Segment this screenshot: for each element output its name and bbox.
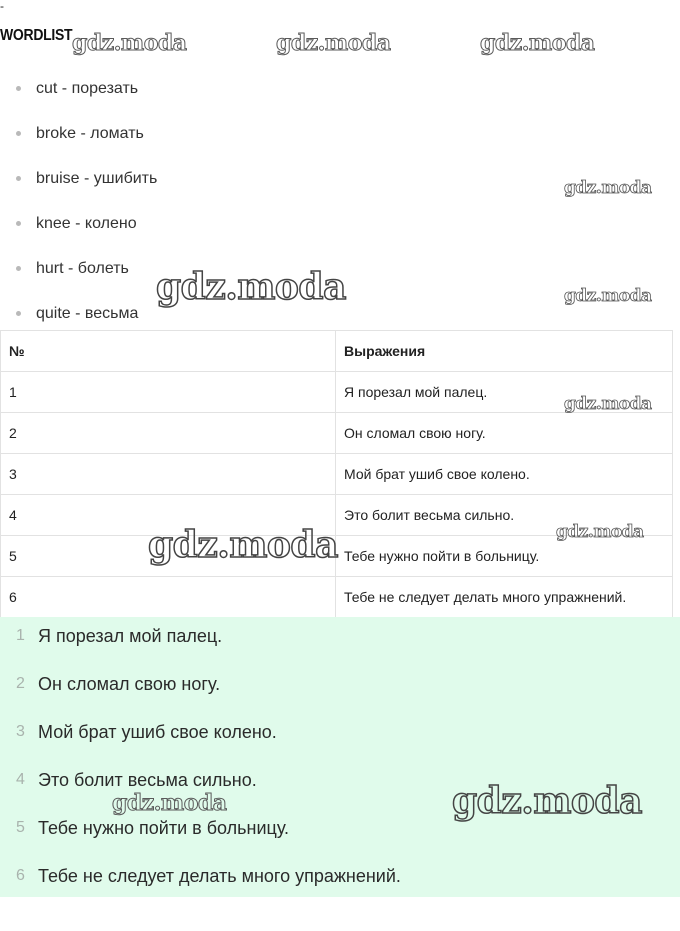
column-header-number: № bbox=[1, 331, 336, 372]
bullet-icon bbox=[16, 86, 21, 91]
wordlist-item-text: broke - ломать bbox=[36, 125, 144, 142]
watermark: gdz.moda bbox=[564, 286, 652, 306]
wordlist-item bbox=[0, 111, 680, 156]
answer-text: Тебе нужно пойти в больницу. bbox=[38, 818, 290, 838]
row-expression-cell: Тебе нужно пойти в больницу. bbox=[336, 536, 673, 577]
table-row bbox=[1, 454, 673, 495]
answer-text: Я порезал мой палец. bbox=[38, 626, 223, 646]
watermark: gdz.moda bbox=[72, 30, 187, 56]
table-row bbox=[1, 495, 673, 536]
table-row bbox=[1, 536, 673, 577]
watermark: gdz.moda bbox=[564, 394, 652, 414]
answer-number: 4 bbox=[16, 771, 25, 788]
expressions-table bbox=[0, 330, 673, 618]
bullet-icon bbox=[16, 311, 21, 316]
answer-number: 6 bbox=[16, 867, 25, 884]
watermark: gdz.moda bbox=[148, 524, 338, 566]
wordlist bbox=[0, 66, 680, 336]
wordlist-item-text: bruise - ушибить bbox=[36, 170, 158, 187]
row-number-cell: 1 bbox=[1, 372, 336, 413]
answer-item bbox=[0, 665, 680, 713]
answer-number: 3 bbox=[16, 723, 25, 740]
bullet-icon bbox=[16, 176, 21, 181]
wordlist-heading: WORDLIST bbox=[0, 25, 73, 44]
wordlist-item-text: hurt - болеть bbox=[36, 260, 129, 277]
row-number-cell: 3 bbox=[1, 454, 336, 495]
answer-text: Он сломал свою ногу. bbox=[38, 674, 221, 694]
answer-text: Это болит весьма сильно. bbox=[38, 770, 257, 790]
watermark: gdz.moda bbox=[276, 30, 391, 56]
answer-number: 5 bbox=[16, 819, 25, 836]
table-row bbox=[1, 372, 673, 413]
row-number-cell: 6 bbox=[1, 577, 336, 618]
answer-list bbox=[0, 617, 680, 905]
heading-mark: - bbox=[0, 0, 4, 13]
table-row bbox=[1, 413, 673, 454]
wordlist-item bbox=[0, 246, 680, 291]
watermark: gdz.moda bbox=[564, 178, 652, 198]
wordlist-item-text: quite - весьма bbox=[36, 305, 139, 322]
answer-item bbox=[0, 617, 680, 665]
watermark: gdz.moda bbox=[556, 522, 644, 542]
answer-number: 1 bbox=[16, 627, 25, 644]
table-row bbox=[1, 577, 673, 618]
wordlist-item-text: cut - порезать bbox=[36, 80, 139, 97]
watermark: gdz.moda bbox=[156, 266, 346, 308]
bullet-icon bbox=[16, 221, 21, 226]
row-number-cell: 5 bbox=[1, 536, 336, 577]
answer-text: Тебе не следует делать много упражнений. bbox=[38, 866, 401, 886]
table-header-row bbox=[1, 331, 673, 372]
row-expression-cell: Это болит весьма сильно. bbox=[336, 495, 673, 536]
answer-number: 2 bbox=[16, 675, 25, 692]
row-expression-cell: Я порезал мой палец. bbox=[336, 372, 673, 413]
watermark: gdz.moda bbox=[480, 30, 595, 56]
bullet-icon bbox=[16, 266, 21, 271]
row-expression-cell: Мой брат ушиб свое колено. bbox=[336, 454, 673, 495]
wordlist-item-text: knee - колено bbox=[36, 215, 137, 232]
answer-item bbox=[0, 761, 680, 809]
bullet-icon bbox=[16, 131, 21, 136]
row-number-cell: 4 bbox=[1, 495, 336, 536]
wordlist-item bbox=[0, 156, 680, 201]
answer-text: Мой брат ушиб свое колено. bbox=[38, 722, 277, 742]
row-number-cell: 2 bbox=[1, 413, 336, 454]
wordlist-item bbox=[0, 66, 680, 111]
answer-item bbox=[0, 713, 680, 761]
row-expression-cell: Тебе не следует делать много упражнений. bbox=[336, 577, 673, 618]
answer-item bbox=[0, 857, 680, 905]
answer-item bbox=[0, 809, 680, 857]
wordlist-item bbox=[0, 201, 680, 246]
answer-box bbox=[0, 617, 680, 897]
column-header-expressions: Выражения bbox=[336, 331, 673, 372]
row-expression-cell: Он сломал свою ногу. bbox=[336, 413, 673, 454]
